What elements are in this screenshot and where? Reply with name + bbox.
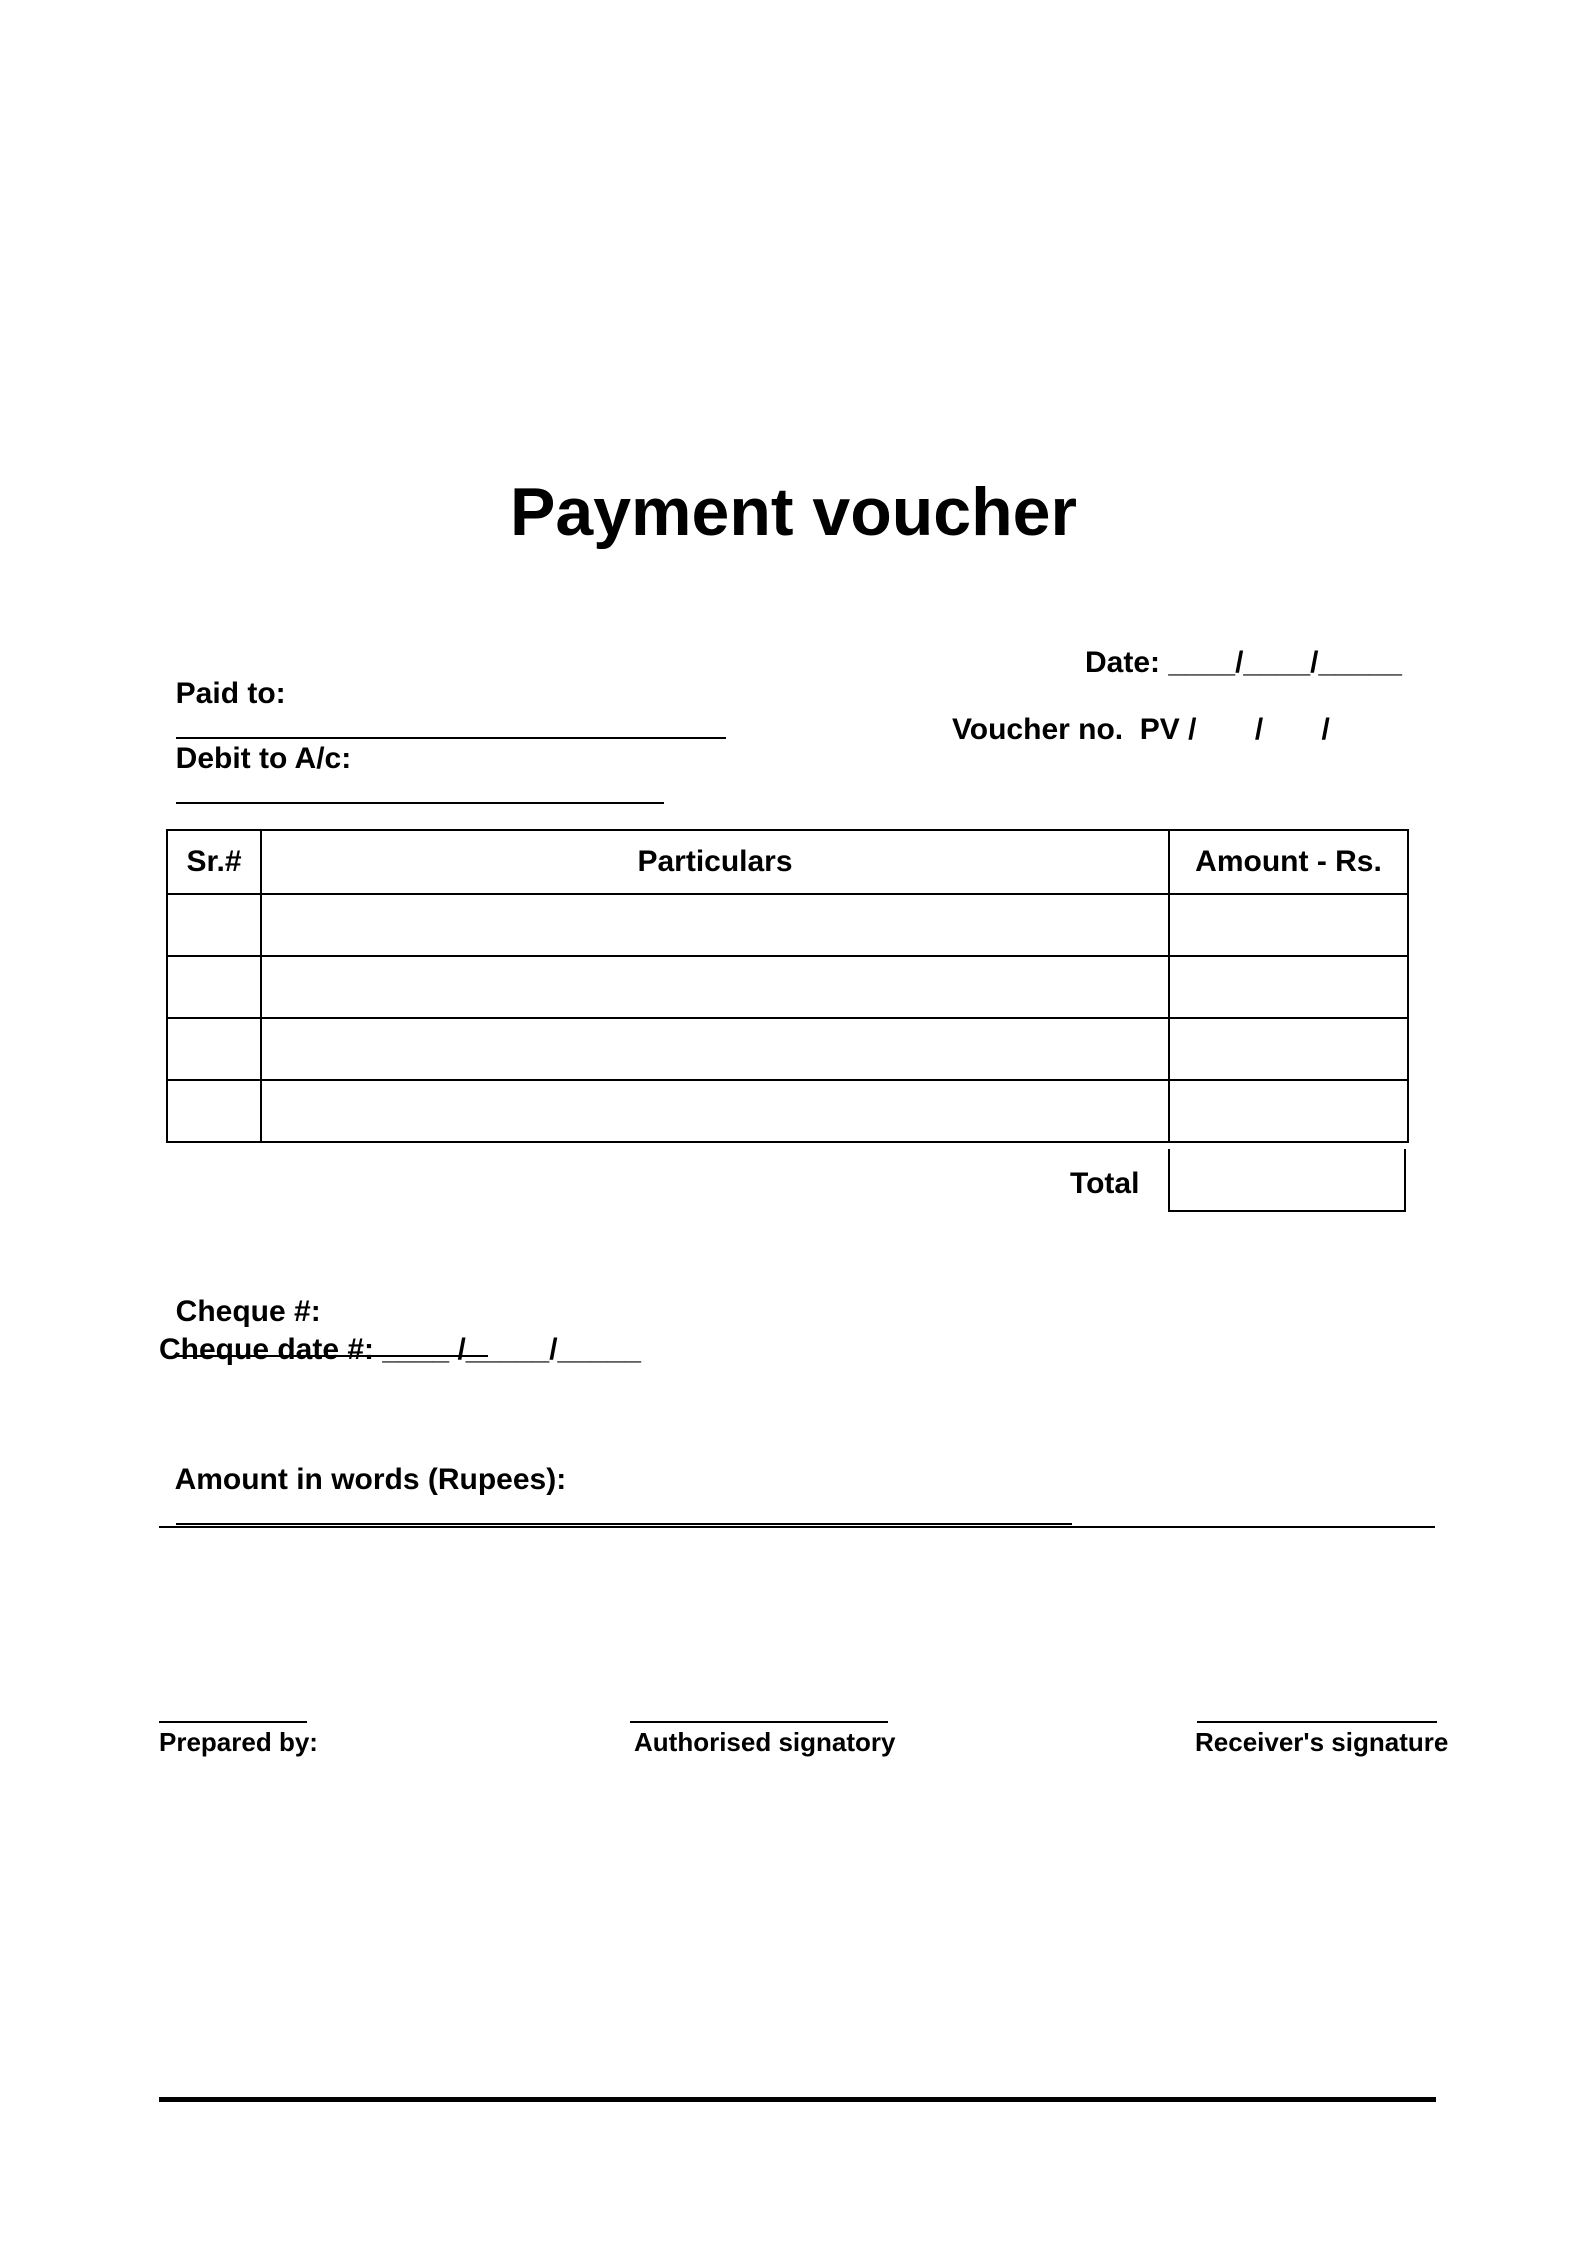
authorised-signature-line [630,1721,888,1723]
voucher-number-field[interactable]: Voucher no. PV / / / [952,713,1330,746]
amount-cell[interactable] [1169,1018,1408,1080]
prepared-by-label: Prepared by: [159,1727,318,1757]
serial-cell[interactable] [167,956,261,1018]
debit-account-blank[interactable] [176,802,664,804]
cheque-number-label: Cheque #: [175,1295,321,1328]
serial-cell[interactable] [167,894,261,956]
particulars-cell[interactable] [261,956,1169,1018]
table-row [167,1080,1408,1142]
particulars-table [166,829,1409,1143]
amount-in-words-label: Amount in words (Rupees): [174,1463,567,1496]
table-header-row [167,830,1408,894]
receiver-signature-line [1197,1721,1437,1723]
page-title: Payment voucher [510,474,1077,550]
authorised-signatory-label: Authorised signatory [634,1727,896,1757]
amount-cell[interactable] [1169,1080,1408,1142]
cheque-date-field[interactable]: Cheque date #: ____ /_____/_____ [159,1333,641,1366]
table-row [167,956,1408,1018]
amount-cell[interactable] [1169,894,1408,956]
particulars-cell[interactable] [261,1018,1169,1080]
bottom-rule [159,2097,1436,2102]
particulars-cell[interactable] [261,1080,1169,1142]
amount-in-words-field [159,1426,1072,1534]
prepared-by-signature-line [159,1721,307,1723]
table-row [167,1018,1408,1080]
date-field[interactable]: Date: ____/____/_____ [1085,646,1402,679]
amount-cell[interactable] [1169,956,1408,1018]
serial-cell[interactable] [167,1080,261,1142]
serial-cell[interactable] [167,1018,261,1080]
total-label: Total [1070,1167,1140,1200]
debit-account-field [159,705,664,813]
amount-in-words-blank[interactable] [176,1523,1072,1525]
total-amount-box[interactable] [1168,1149,1406,1212]
table-row [167,894,1408,956]
column-header-serial: Sr.# [167,830,261,894]
paid-to-label: Paid to: [175,677,286,710]
particulars-cell[interactable] [261,894,1169,956]
column-header-amount: Amount - Rs. [1169,830,1408,894]
debit-account-label: Debit to A/c: [175,742,352,775]
receiver-signature-label: Receiver's signature [1195,1727,1449,1757]
amount-in-words-second-line[interactable] [159,1526,1435,1528]
column-header-particulars: Particulars [261,830,1169,894]
